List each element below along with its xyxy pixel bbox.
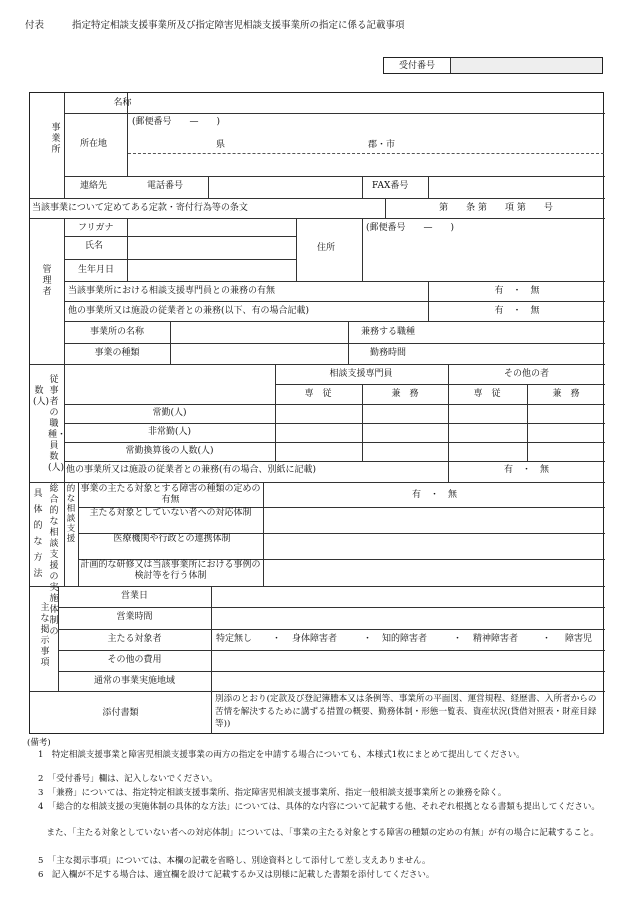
target-child[interactable]: 障害児 (565, 634, 593, 644)
col-other: その他の者 (503, 369, 549, 379)
job-field[interactable] (429, 322, 604, 342)
note-2: 2 「受付番号」欄は、記入しないでください。 (38, 774, 218, 784)
job-label: 兼務する職種 (360, 327, 415, 337)
business-days-label: 営業日 (120, 591, 148, 601)
fax-label: FAX番号 (372, 181, 409, 191)
cell-conv-other-part[interactable] (528, 443, 604, 460)
col-specialist-part: 兼 務 (391, 389, 419, 399)
cell-full-specialist-full[interactable] (276, 405, 361, 423)
target-mental[interactable]: 精神障害者 (473, 634, 519, 644)
business-hours-label: 営業時間 (116, 612, 153, 622)
office-contact-label: 連絡先 (80, 181, 108, 191)
target-intellectual[interactable]: 知的障害者 (382, 634, 428, 644)
office-postal: (郵便番号 — ) (132, 117, 221, 127)
staff-row-full: 常勤(人) (152, 408, 187, 418)
cell-part-specialist-part[interactable] (363, 424, 447, 442)
system-outer-label: 具体的な方法 (33, 489, 43, 579)
col-other-full: 専 従 (473, 389, 501, 399)
office-pref: 県 (216, 140, 226, 150)
office-section-label: 事業所 (51, 123, 61, 155)
receipt-box (383, 57, 603, 74)
sep-3: ・ (453, 634, 463, 644)
furigana-label: フリガナ (78, 223, 114, 233)
cell-full-other-part[interactable] (528, 405, 604, 423)
system-row2-field[interactable] (264, 508, 604, 532)
manager-address-label: 住所 (317, 243, 336, 253)
hours-field[interactable] (429, 344, 604, 363)
note-5: 5 「主な掲示事項」については、本欄の記載を省略し、別途資料として添付して差し支えありません。 (38, 856, 431, 866)
main-table (29, 92, 604, 734)
area-field[interactable] (212, 672, 604, 690)
articles-label: 当該事業について定めてある定款・寄付行為等の条文 (32, 203, 248, 213)
cell-part-other-full[interactable] (449, 424, 526, 442)
concurrent-other-yesno[interactable]: 有 ・ 無 (494, 306, 540, 316)
phone-field[interactable] (209, 177, 361, 197)
business-type-field[interactable] (171, 344, 347, 363)
form-prefix: 付表 (25, 20, 45, 31)
attach-label: 添付書類 (102, 708, 139, 718)
note-1: 1 特定相談支援事業と障害児相談支援事業の両方の指定を申請する場合についても、本様式1枚にまとめて提出してください。 (38, 750, 525, 760)
cell-conv-specialist-full[interactable] (276, 443, 361, 460)
hours-label: 勤務時間 (369, 348, 406, 358)
fax-field[interactable] (429, 177, 604, 197)
note-3: 3 「兼務」については、指定特定相談支援事業所、指定障害児相談支援事業所、指定一般相談支援事業所との兼務を除く。 (38, 788, 507, 798)
furigana-field[interactable] (128, 219, 295, 236)
notice-section-label: 主な掲示事項 (40, 603, 50, 668)
sep-2: ・ (363, 634, 373, 644)
target-physical[interactable]: 身体障害者 (292, 634, 338, 644)
system-row3-field[interactable] (264, 534, 604, 558)
fees-label: その他の費用 (107, 655, 162, 665)
staff-section-label-a: 数(人) (33, 386, 50, 407)
staff-concurrent-label: 他の事業所又は施設の従業者との兼務(有の場合、別紙に記載) (66, 465, 317, 475)
other-office-name-label: 事業所の名称 (89, 327, 144, 337)
sep-1: ・ (272, 634, 282, 644)
note-6: 6 記入欄が不足する場合は、適宜欄を設けて記載するか又は別様に記載した書類を添付してください。 (38, 870, 435, 880)
office-city: 郡・市 (368, 140, 396, 150)
system-row4-field[interactable] (264, 560, 604, 585)
concurrent-specialist-label: 当該事業所における相談支援専門員との兼務の有無 (68, 286, 276, 296)
manager-postal: (郵便番号 — ) (366, 223, 455, 233)
col-specialist: 相談支援専門員 (329, 369, 393, 379)
manager-section-label: 管理者 (42, 265, 52, 297)
cell-conv-other-full[interactable] (449, 443, 526, 460)
office-address-field[interactable] (128, 114, 604, 175)
manager-name-label: 氏名 (85, 241, 104, 251)
system-row3-label: 医療機関や行政との連携体制 (113, 534, 231, 544)
manager-name-field[interactable] (128, 237, 295, 259)
office-name-field[interactable] (128, 93, 604, 113)
cell-conv-specialist-part[interactable] (363, 443, 447, 460)
target-label: 主たる対象者 (107, 634, 162, 644)
staff-section-label: 従事者の職種・員数(人) (48, 375, 67, 473)
note-4: 4 「総合的な相談支援の実施体制の具体的な方法」については、具体的な内容について記載する他、それぞれ根拠となる書類も提出してください。 (38, 802, 600, 812)
system-outer-label-2: 総合的な相談支援の実施体制の (49, 484, 59, 637)
cell-full-other-full[interactable] (449, 405, 526, 423)
cell-part-specialist-full[interactable] (276, 424, 361, 442)
articles-value[interactable]: 第 条 第 項 第 号 (439, 203, 553, 213)
receipt-label: 受付番号 (398, 61, 435, 71)
other-office-name-field[interactable] (171, 322, 347, 342)
system-row1-label: 事業の主たる対象とする障害の種類の定めの有無 (80, 484, 261, 505)
col-specialist-full: 専 従 (304, 389, 332, 399)
staff-row-converted: 常勤換算後の人数(人) (125, 446, 214, 456)
notes-title: (備考) (27, 738, 51, 748)
system-row2-label: 主たる対象としていない者への対応体制 (89, 508, 252, 518)
receipt-number-field[interactable] (451, 58, 602, 73)
birthdate-field[interactable] (128, 260, 295, 280)
staff-row-part: 非常勤(人) (147, 427, 192, 437)
fees-field[interactable] (212, 651, 604, 670)
area-label: 通常の事業実施地域 (93, 676, 175, 686)
form-title: 指定特定相談支援事業所及び指定障害児相談支援事業所の指定に係る記載事項 (72, 20, 405, 31)
cell-full-specialist-part[interactable] (363, 405, 447, 423)
concurrent-specialist-yesno[interactable]: 有 ・ 無 (494, 286, 540, 296)
cell-part-other-part[interactable] (528, 424, 604, 442)
phone-label: 電話番号 (147, 181, 184, 191)
system-row1-yesno[interactable]: 有 ・ 無 (411, 490, 457, 500)
concurrent-other-label: 他の事業所又は施設の従業者との兼務(以下、有の場合記載) (68, 306, 310, 316)
staff-concurrent-yesno[interactable]: 有 ・ 無 (503, 465, 549, 475)
attach-text: 別添のとおり(定款及び登記簿謄本又は条例等、事業所の平面図、運営規程、経歴書、入所者からの苦情を解決するために講ずる措置の概要、勤務体制・形態一覧表、資産状況(貸借対照表・財産目録等)) (215, 694, 597, 729)
business-hours-field[interactable] (212, 608, 604, 628)
target-none[interactable]: 特定無し (216, 634, 253, 644)
sep-4: ・ (542, 634, 552, 644)
office-address-label: 所在地 (80, 139, 108, 149)
system-row4-label: 計画的な研修又は当該事業所における事例の検討等を行う体制 (80, 560, 261, 581)
office-name-label: 名称 (113, 98, 132, 108)
note-4b: また、「主たる対象としていない者への対応体制」については、「事業の主たる対象とする障害の種類の定めの有無」が有の場合に記載すること。 (38, 828, 599, 838)
system-inner-label: 的な相談支援 (66, 484, 76, 544)
business-type-label: 事業の種類 (94, 348, 140, 358)
manager-address-field[interactable] (363, 234, 604, 280)
business-days-field[interactable] (212, 587, 604, 606)
col-other-part: 兼 務 (552, 389, 580, 399)
birthdate-label: 生年月日 (78, 265, 115, 275)
